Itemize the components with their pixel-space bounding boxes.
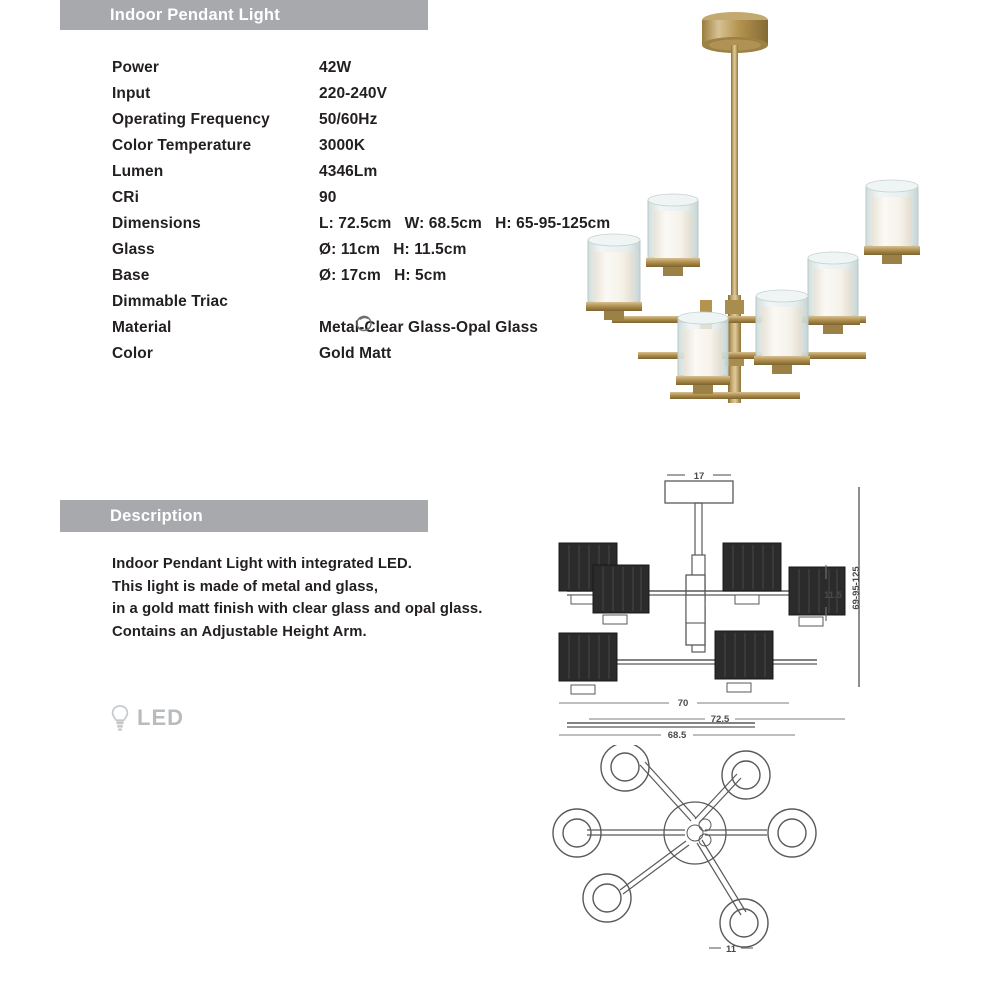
spec-value: 3000K xyxy=(319,137,366,154)
spec-key: Color Temperature xyxy=(112,137,252,154)
glass-ring xyxy=(583,874,631,922)
lamp-head xyxy=(646,194,700,276)
spec-key: CRi xyxy=(112,189,139,206)
description-line: in a gold matt finish with clear glass and opal glass. xyxy=(112,601,483,617)
lamp-head xyxy=(676,312,730,394)
product-section-header xyxy=(60,0,428,30)
description-line: Contains an Adjustable Height Arm. xyxy=(112,623,367,640)
description-section-title: Description xyxy=(110,506,203,525)
spec-key: Color xyxy=(112,345,153,362)
product-photo xyxy=(560,0,960,440)
width-dimension-lines xyxy=(559,703,845,735)
spec-key: Base xyxy=(112,267,150,284)
description-section-header xyxy=(60,500,428,532)
spec-value: 42W xyxy=(319,59,352,76)
lamp-head xyxy=(864,180,920,264)
glass-ring xyxy=(768,809,816,857)
spec-value: Ø: 17cm H: 5cm xyxy=(319,267,447,284)
technical-drawing-side-view xyxy=(545,455,945,745)
glass-diameter-dimension xyxy=(709,944,753,955)
spec-value: Metal-Clear Glass-Opal Glass xyxy=(319,319,539,336)
width-label-70: 70 xyxy=(677,698,689,709)
technical-drawing-top-view xyxy=(545,745,945,980)
spec-key: Dimensions xyxy=(112,215,201,232)
drop-rod xyxy=(731,45,738,300)
base-width-label: 17 xyxy=(693,471,705,482)
spec-key: Glass xyxy=(112,241,155,258)
led-badge xyxy=(110,703,184,733)
width-label-68-5: 68.5 xyxy=(667,730,687,741)
spec-value xyxy=(319,295,374,356)
glass-ring xyxy=(601,745,649,791)
light-bulb-icon xyxy=(110,703,130,733)
spec-value: 220-240V xyxy=(319,85,388,102)
lower-arm xyxy=(670,392,800,399)
glass-ring xyxy=(720,899,768,947)
dimmer-knob-icon xyxy=(354,313,374,333)
middle-arm xyxy=(638,352,866,359)
product-section-title: Indoor Pendant Light xyxy=(110,5,280,24)
spec-value: 4346Lm xyxy=(319,163,378,180)
spec-key: Material xyxy=(112,319,172,336)
glass-ring xyxy=(553,809,601,857)
spec-key: Dimmable Triac xyxy=(112,293,228,310)
total-height-label: 69-95-125 xyxy=(851,566,862,610)
lamp-head xyxy=(586,234,642,320)
spec-key: Lumen xyxy=(112,163,164,180)
spec-value: Ø: 11cm H: 11.5cm xyxy=(319,241,467,258)
spec-key: Power xyxy=(112,59,160,76)
lamp-head xyxy=(754,290,810,374)
description-line: This light is made of metal and glass, xyxy=(112,578,379,595)
spec-value: Gold Matt xyxy=(319,345,392,362)
width-label-72-5: 72.5 xyxy=(710,714,730,725)
lamp-head xyxy=(806,252,860,334)
led-label: LED xyxy=(137,705,184,730)
glass-diameter-label: 11 xyxy=(725,944,737,955)
glass-ring xyxy=(722,751,770,799)
spec-value: 50/60Hz xyxy=(319,111,378,128)
glass-height-label: 11.5 xyxy=(824,590,842,601)
spec-value: 90 xyxy=(319,189,337,206)
column-collar-upper xyxy=(725,300,744,314)
spec-value: L: 72.5cm W: 68.5cm H: 65-95-125cm xyxy=(319,215,611,232)
spec-key: Operating Frequency xyxy=(112,111,270,128)
spec-key: Input xyxy=(112,85,151,102)
description-text xyxy=(112,553,552,643)
description-line: Indoor Pendant Light with integrated LED. xyxy=(112,556,413,572)
